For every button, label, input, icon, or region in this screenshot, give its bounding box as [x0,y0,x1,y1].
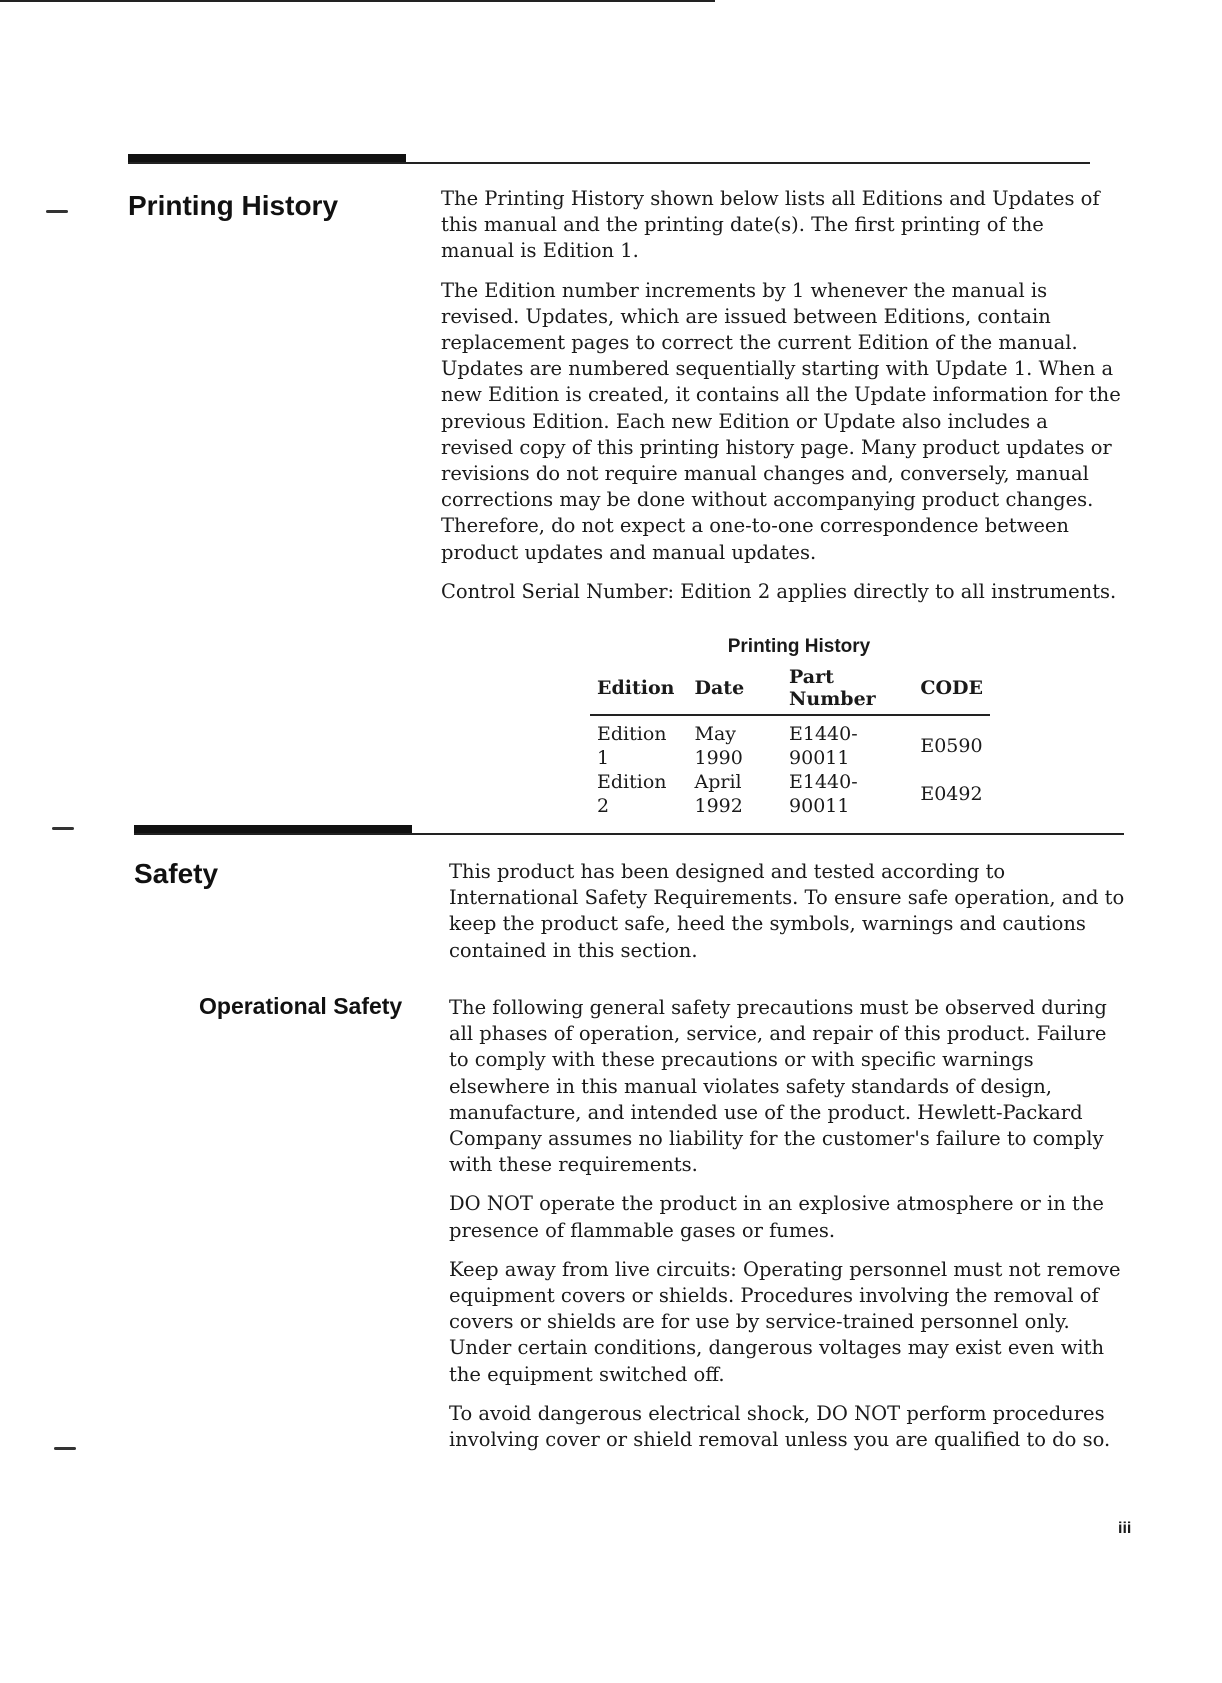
paragraph-safety-intro: This product has been designed and tested according to International Safety Requirements. To ensure safe operation, and to keep the product safe, heed the symbols, warnings and cautions contained in this section. [449,860,1125,962]
operational-safety-body [449,995,1129,1466]
cell-date: April 1992 [694,771,743,817]
cell-edition: Edition 1 [597,723,667,769]
paragraph-editions: The Edition number increments by 1 whenever the manual is revised. Updates, which are issued between Editions, contain replacement pages to correct the current Edition of the manual. Updates are numbered sequentially starting with Update 1. When a new Edition is created, it contains all the Update information for the previous Edition. Each new Edition or Update also includes a revised copy of this printing history page. Many product updates or revisions do not require manual changes and, conversely, manual corrections may be done without accompanying product changes. Therefore, do not expect a one-to-one correspondence between product updates and manual updates. [441,278,1121,564]
printing-history-body [441,186,1121,618]
header-edition: Edition [590,666,688,715]
header-part-number: Part Number [782,666,913,715]
page-number: iii [1118,1520,1132,1537]
margin-mark [54,1447,76,1450]
cell-code: E0492 [920,783,983,805]
paragraph-intro: The Printing History shown below lists all Editions and Updates of this manual and the printing date(s). The first printing of the manual is Edition 1. [441,187,1100,263]
cell-date: May 1990 [694,723,743,769]
printing-history-heading: Printing History [128,190,339,221]
printing-history-table [590,666,990,818]
cell-part-number: E1440-90011 [789,771,858,817]
paragraph-serial: Control Serial Number: Edition 2 applies directly to all instruments. [441,579,1117,603]
section-rule-thick-bar [128,154,406,162]
paragraph-electrical-shock: To avoid dangerous electrical shock, DO NOT perform procedures involving cover or shield removal unless you are qualified to do so. [449,1401,1111,1452]
operational-safety-heading: Operational Safety [199,993,403,1019]
table-header-row [590,666,990,715]
cell-edition: Edition 2 [597,771,667,817]
section-rule-thick-bar [134,825,412,833]
margin-mark [52,827,74,830]
safety-intro-body [449,859,1129,977]
header-code: CODE [913,666,990,715]
header-date: Date [688,666,783,715]
paragraph-live-circuits: Keep away from live circuits: Operating personnel must not remove equipment covers or shields. Procedures involving the removal of covers or shields are for use by service-trained personnel only. Under certain conditions, dangerous voltages may exist even with the equipment switched off. [449,1257,1121,1386]
margin-mark [46,210,68,213]
cell-code: E0590 [920,735,983,757]
paragraph-explosive-atmosphere: DO NOT operate the product in an explosive atmosphere or in the presence of flammable gases or fumes. [449,1192,1104,1242]
safety-heading: Safety [134,858,219,889]
table-row [590,770,990,818]
paragraph-general-precautions: The following general safety precautions must be observed during all phases of operation, service, and repair of this product. Failure to comply with these precautions or with specific warnings elsewhere in this manual violates safety standards of design, manufacture, and intended use of the product. Hewlett-Packard Company assumes no liability for the customer's failure to comply with these requirements. [449,996,1107,1177]
table-title: Printing History [727,636,871,657]
printing-history-table-block [590,636,990,818]
cell-part-number: E1440-90011 [789,723,858,769]
top-edge-rule [0,0,715,2]
section-rule-printing-history [128,162,1090,164]
section-rule-safety [134,833,1124,835]
table-row [590,715,990,770]
